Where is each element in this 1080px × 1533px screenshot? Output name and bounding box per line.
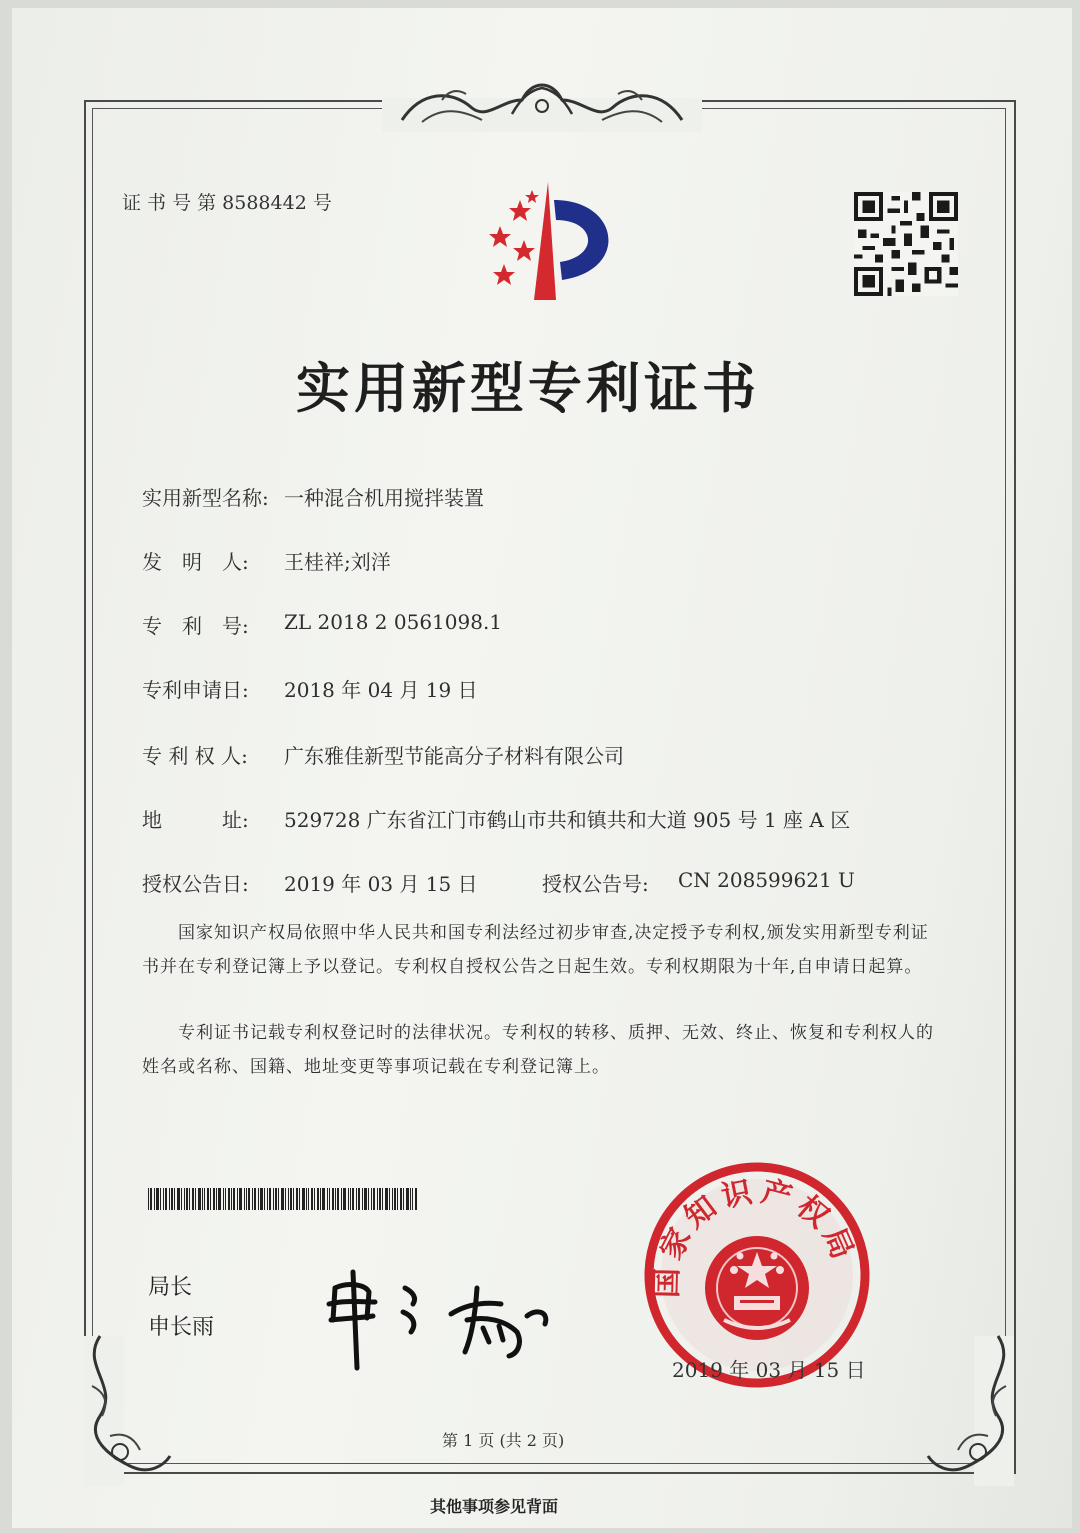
national-emblem-seal-icon bbox=[705, 1236, 809, 1340]
bottom-right-ornament-icon bbox=[918, 1326, 1028, 1486]
footer-note: 其他事项参见背面 bbox=[430, 1497, 559, 1516]
signatory-name: 申长雨 bbox=[148, 1315, 215, 1340]
qr-code-icon bbox=[854, 192, 958, 296]
inventor-label: 发 明 人: bbox=[142, 550, 249, 574]
grant-number-label: 授权公告号: bbox=[542, 872, 649, 896]
patentee-value: 广东雅佳新型节能高分子材料有限公司 bbox=[284, 744, 624, 768]
grant-number-value: CN 208599621 U bbox=[678, 868, 855, 892]
top-ornament-icon bbox=[382, 70, 702, 134]
cnipa-logo-icon bbox=[470, 180, 630, 304]
inventor-value: 王桂祥;刘洋 bbox=[284, 550, 391, 574]
page-number: 第 1 页 (共 2 页) bbox=[442, 1431, 565, 1450]
seal-text: 国家知识产权局 bbox=[649, 1173, 863, 1299]
filing-date-value: 2018 年 04 月 19 日 bbox=[284, 678, 478, 702]
patent-number-label: 专 利 号: bbox=[142, 614, 249, 638]
signatory-title: 局长 bbox=[148, 1275, 193, 1300]
name-label: 实用新型名称: bbox=[142, 486, 269, 510]
filing-date-label: 专利申请日: bbox=[142, 678, 249, 702]
certificate-paper bbox=[12, 8, 1072, 1528]
handwritten-signature-icon bbox=[317, 1258, 567, 1378]
address-label: 地 址: bbox=[142, 808, 249, 832]
seal-date: 2019 年 03 月 15 日 bbox=[672, 1358, 866, 1382]
certificate-number: 证 书 号 第 8588442 号 bbox=[122, 192, 332, 214]
name-value: 一种混合机用搅拌装置 bbox=[284, 486, 484, 510]
address-value: 529728 广东省江门市鹤山市共和镇共和大道 905 号 1 座 A 区 bbox=[284, 808, 851, 832]
body-paragraph-1: 国家知识产权局依照中华人民共和国专利法经过初步审查,决定授予专利权,颁发实用新型专利证书并在专利登记簿上予以登记。专利权自授权公告之日起生效。专利权期限为十年,自申请日起算。 bbox=[142, 923, 929, 977]
page-title: 实用新型专利证书 bbox=[296, 356, 760, 420]
bottom-left-ornament-icon bbox=[70, 1326, 180, 1486]
body-paragraph-2: 专利证书记载专利权登记时的法律状况。专利权的转移、质押、无效、终止、恢复和专利权人的姓名或名称、国籍、地址变更等事项记载在专利登记簿上。 bbox=[142, 1023, 934, 1077]
patentee-label: 专 利 权 人: bbox=[142, 744, 248, 768]
grant-date-value: 2019 年 03 月 15 日 bbox=[284, 872, 478, 896]
patent-number-value: ZL 2018 2 0561098.1 bbox=[284, 610, 503, 634]
grant-date-label: 授权公告日: bbox=[142, 872, 249, 896]
barcode-icon bbox=[148, 1188, 418, 1210]
